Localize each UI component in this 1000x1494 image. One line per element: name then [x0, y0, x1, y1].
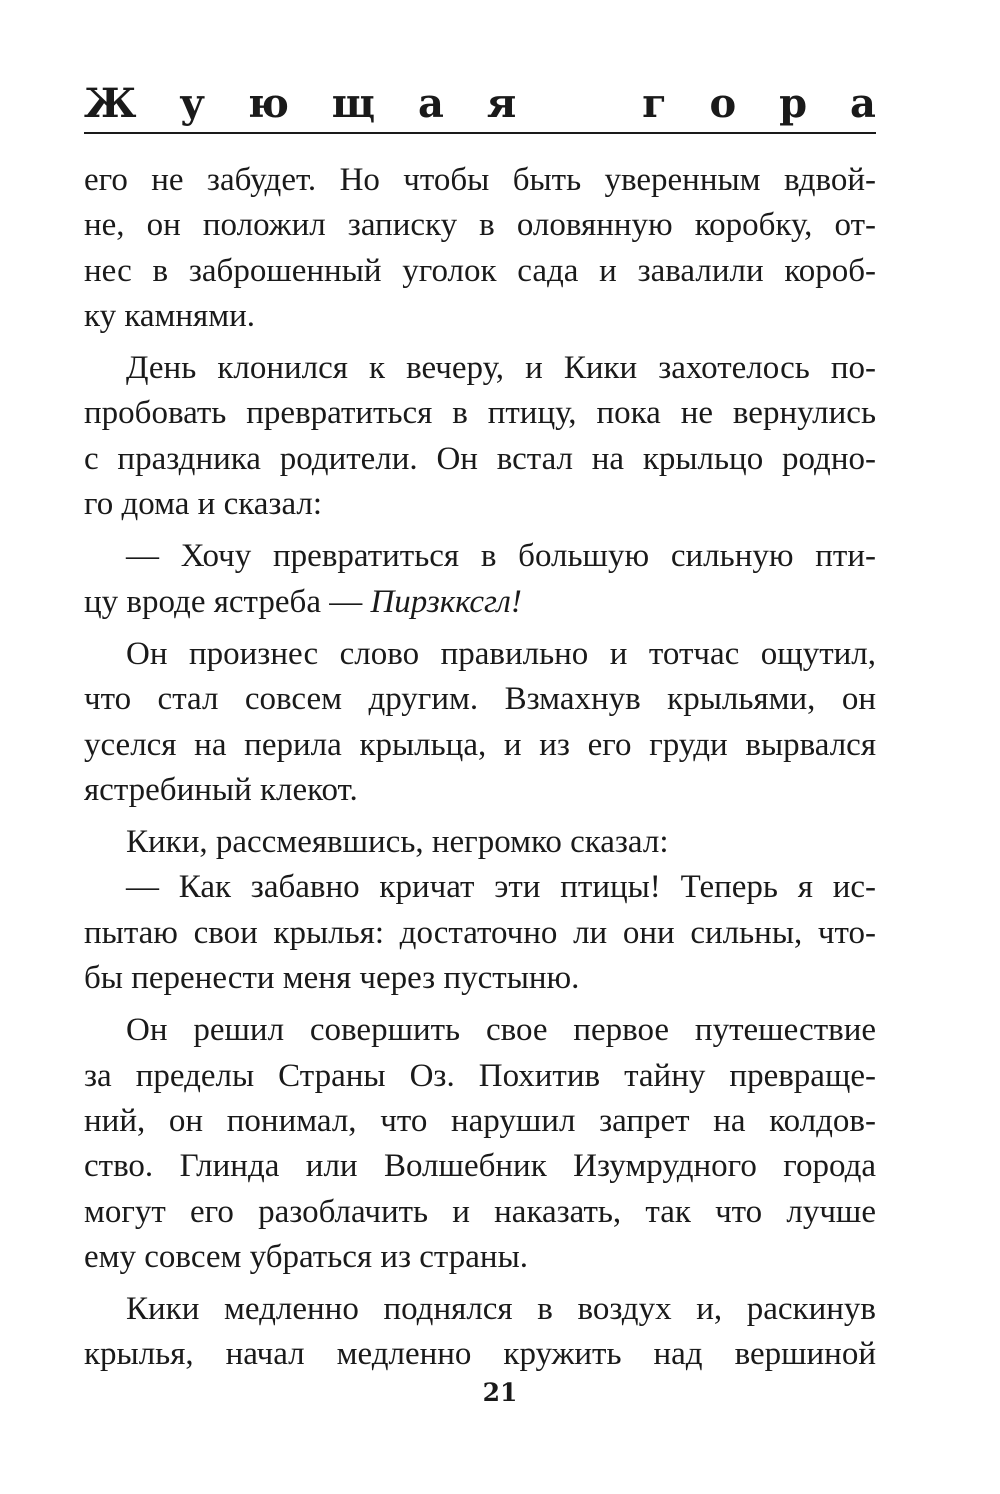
text-line: ему совсем убраться из страны. — [84, 1238, 528, 1275]
text-line: не, он положил записку в оловянную коробку, от- — [84, 207, 876, 244]
text-line: День клонился к вечеру, и Кики захотелось по- — [126, 350, 876, 387]
text-line: бы перенести меня через пустыню. — [84, 960, 580, 997]
text-line: ство. Глинда или Волшебник Изумрудного города — [84, 1148, 876, 1185]
text-line: могут его разоблачить и наказать, так что лучше — [84, 1193, 876, 1230]
text-line: нес в заброшенный уголок сада и завалили короб- — [84, 252, 876, 289]
running-head-letter: Ж — [84, 80, 137, 127]
running-head-letter: а — [849, 80, 876, 127]
text-line: что стал совсем другим. Взмахнув крыльями, он — [84, 681, 876, 718]
running-head-letter: а — [417, 80, 444, 127]
magic-word: Пирзкксгл! — [370, 583, 522, 620]
text-line: Он решил совершить свое первое путешествие — [126, 1012, 876, 1049]
text-line: с праздника родители. Он встал на крыльцо родно- — [84, 440, 876, 477]
text-line: ний, он понимал, что нарушил запрет на колдов- — [84, 1102, 876, 1139]
text-line: за пределы Страны Оз. Похитив тайну превраще- — [84, 1057, 876, 1094]
text-line: го дома и сказал: — [84, 486, 323, 523]
text-line: пробовать превратиться в птицу, пока не вернулись — [84, 395, 876, 432]
text-line: — Хочу превратиться в большую сильную пти- — [126, 538, 876, 575]
running-head — [84, 72, 876, 134]
running-head-letter: у — [179, 80, 205, 127]
text-line: пытаю свои крылья: достаточно ли они сильны, что- — [84, 914, 876, 951]
running-head-letter: г — [642, 80, 667, 127]
text-line: ку камнями. — [84, 297, 256, 334]
text-line: ястребиный клекот. — [84, 771, 358, 808]
page-number: 21 — [482, 1378, 518, 1407]
running-head-letter: р — [779, 80, 808, 127]
text-line: уселся на перила крыльца, и из его груди вырвался — [84, 726, 876, 763]
text-line: Кики, рассмеявшись, негромко сказал: — [126, 824, 669, 861]
text-line: Кики медленно поднялся в воздух и, раскинув — [126, 1291, 876, 1328]
text-line: — Как забавно кричат эти птицы! Теперь я ис- — [126, 869, 876, 906]
text-line: его не забудет. Но чтобы быть уверенным вдвой- — [84, 162, 876, 198]
text-line — [84, 580, 876, 625]
text-line: Он произнес слово правильно и тотчас ощутил, — [126, 635, 876, 672]
text-line-start: цу вроде ястреба — — [84, 583, 371, 620]
running-head-letter: я — [486, 80, 517, 127]
running-head-letter: о — [709, 80, 737, 127]
running-head-letter: щ — [331, 80, 376, 127]
running-head-letter: ю — [247, 80, 289, 127]
running-head-title — [84, 72, 876, 128]
text-line: крылья, начал медленно кружить над вершиной — [84, 1336, 876, 1373]
body-text — [84, 158, 876, 1378]
